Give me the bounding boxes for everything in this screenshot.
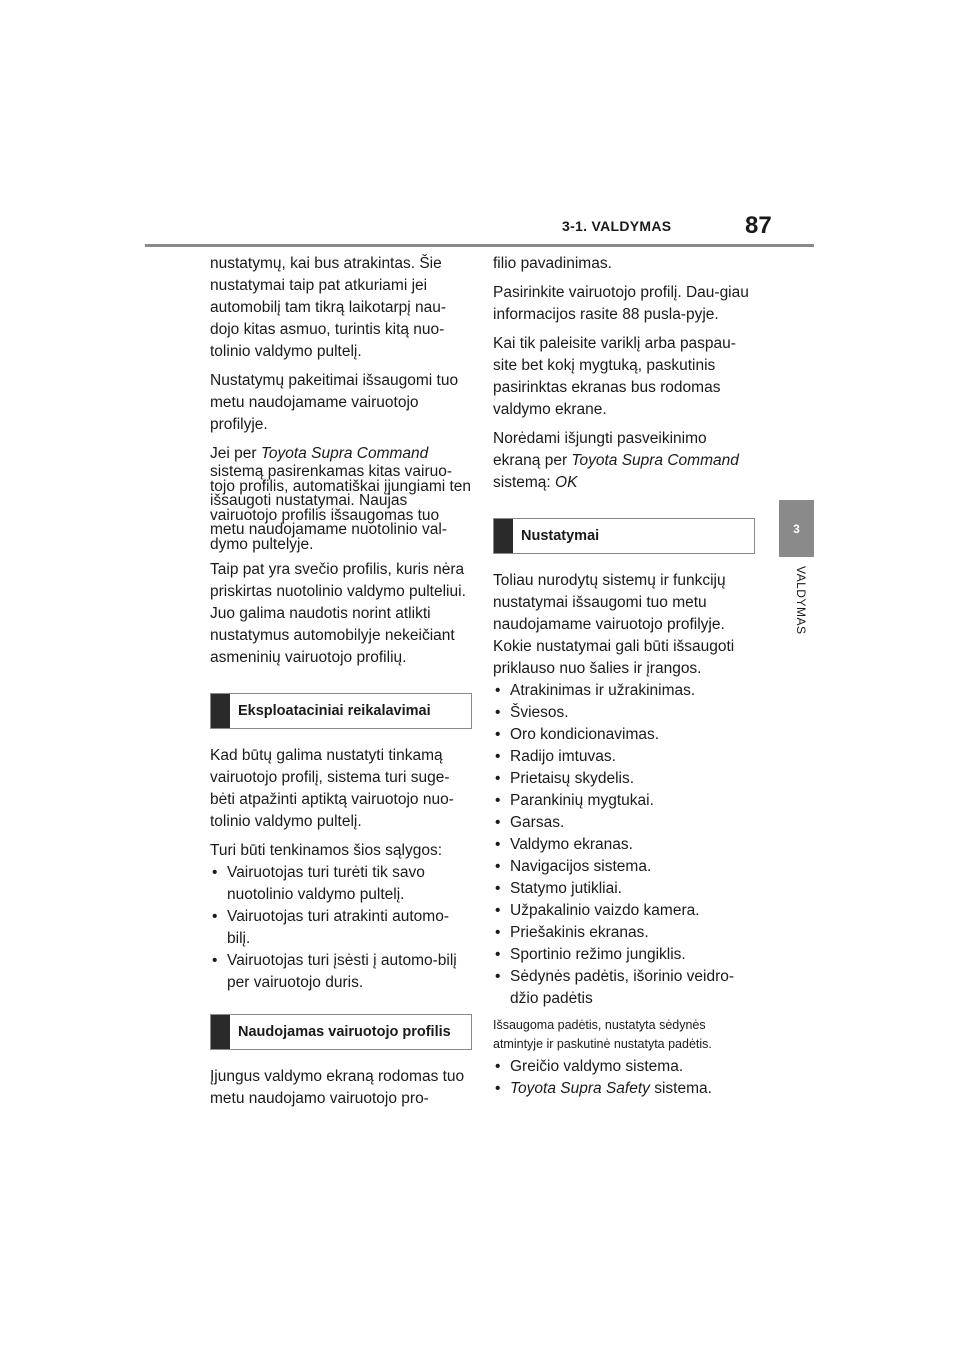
paragraph: Pasirinkite vairuotojo profilį. Dau-giau informacijos rasite 88 pusla-pyje.: [493, 284, 749, 323]
list-item: • Parankinių mygtukai.: [493, 790, 755, 812]
paragraph: nustatymų, kai bus atrakintas. Šie nustatymai taip pat atkuriami jei automobilį tam tikrą laikotarpį nau-dojo kitas asmuo, turintis kitą nuo-tolinio valdymo pultelį.: [210, 255, 447, 360]
section-heading: [210, 1014, 472, 1050]
list-item: • Atrakinimas ir užrakinimas.: [493, 680, 755, 702]
paragraph: Įjungus valdymo ekraną rodomas tuo metu naudojamo vairuotojo pro-: [210, 1068, 465, 1107]
list-item: • Sėdynės padėtis, išorinio veidro-džio padėtis: [493, 966, 755, 1010]
paragraph: Taip pat yra svečio profilis, kuris nėra priskirtas nuotolinio valdymo pulteliui. Juo galima naudotis norint atlikti nustatymus automobilyje nekeičiant asmeninių vairuotojo profilių.: [210, 561, 466, 666]
note: Išsaugoma padėtis, nustatyta sėdynės atmintyje ir paskutinė nustatyta padėtis.: [493, 1018, 712, 1051]
product-name: Toyota Supra Command: [260, 445, 429, 462]
paragraph: filio pavadinimas.: [493, 255, 612, 272]
text-span: sistemą pasirenkamas kitas vairuo-tojo profilis, automatiškai įjungiami ten išsaugoti nustatymai. Naujas vairuotojo profilis išsaugomas tuo metu naudojamame nuotolinio val-dymo pultelyje.: [210, 463, 472, 553]
paragraph: [493, 428, 755, 494]
chapter-label: VALDYMAS: [794, 566, 808, 635]
list-item: • Prietaisų skydelis.: [493, 768, 755, 790]
text-span: Norėdami išjungti pasveikinimo ekraną per: [493, 430, 707, 469]
text-span: Jei per: [210, 445, 261, 462]
list-item: • Greičio valdymo sistema.: [493, 1056, 755, 1078]
paragraph: Kad būtų galima nustatyti tinkamą vairuotojo profilį, sistema turi suge-bėti atpažinti aptiktą vairuotojo nuo-tolinio valdymo pultelį.: [210, 747, 454, 830]
chapter-tab: 3: [779, 500, 814, 557]
list-item: • Priešakinis ekranas.: [493, 922, 755, 944]
list-item: • Šviesos.: [493, 702, 755, 724]
page-number: 87: [745, 212, 772, 239]
product-name: Toyota Supra Command: [571, 452, 739, 469]
left-column: [210, 253, 472, 1117]
list-item: • Garsas.: [493, 812, 755, 834]
paragraph: Turi būti tenkinamos šios sąlygos:: [210, 842, 443, 859]
list-item: • Navigacijos sistema.: [493, 856, 755, 878]
list-item: • Statymo jutikliai.: [493, 878, 755, 900]
product-name: Toyota Supra Safety: [510, 1080, 650, 1097]
heading-text: Nustatymai: [521, 528, 600, 544]
list-item: • Vairuotojas turi turėti tik savo nuotolinio valdymo pultelį.: [210, 862, 472, 906]
menu-option: OK: [555, 474, 578, 491]
list-item: • Oro kondicionavimas.: [493, 724, 755, 746]
list-item: • Sportinio režimo jungiklis.: [493, 944, 755, 966]
list-item: • Radijo imtuvas.: [493, 746, 755, 768]
heading-marker: [494, 519, 513, 553]
text-span: sistema.: [649, 1080, 712, 1097]
section-title: 3-1. VALDYMAS: [562, 218, 672, 234]
heading-text: Naudojamas vairuotojo profilis: [238, 1024, 451, 1040]
paragraph: [210, 443, 472, 552]
section-heading: [493, 518, 755, 554]
list-item: • Užpakalinio vaizdo kamera.: [493, 900, 755, 922]
paragraph: Nustatymų pakeitimai išsaugomi tuo metu naudojamame vairuotojo profilyje.: [210, 372, 459, 433]
list-item: • Valdymo ekranas.: [493, 834, 755, 856]
settings-list-continued: [493, 1056, 755, 1100]
heading-marker: [211, 694, 230, 728]
section-heading: [210, 693, 472, 729]
heading-text: Eksploataciniai reikalavimai: [238, 703, 431, 719]
list-item: [493, 1078, 755, 1100]
text-span: sistemą:: [493, 474, 556, 491]
paragraph: Toliau nurodytų sistemų ir funkcijų nustatymai išsaugomi tuo metu naudojamame vairuotojo profilyje. Kokie nustatymai gali būti išsaugoti priklauso nuo šalies ir įrangos.: [493, 572, 735, 677]
header-divider: [145, 244, 814, 247]
list-item: • Vairuotojas turi atrakinti automo-bilį.: [210, 906, 472, 950]
heading-marker: [211, 1015, 230, 1049]
right-column: [493, 253, 755, 1106]
settings-list: [493, 680, 755, 1010]
conditions-list: [210, 862, 472, 994]
list-item: • Vairuotojas turi įsėsti į automo-bilį per vairuotojo duris.: [210, 950, 472, 994]
paragraph: Kai tik paleisite variklį arba paspau-site bet kokį mygtuką, paskutinis pasirinktas ekranas bus rodomas valdymo ekrane.: [493, 335, 736, 418]
